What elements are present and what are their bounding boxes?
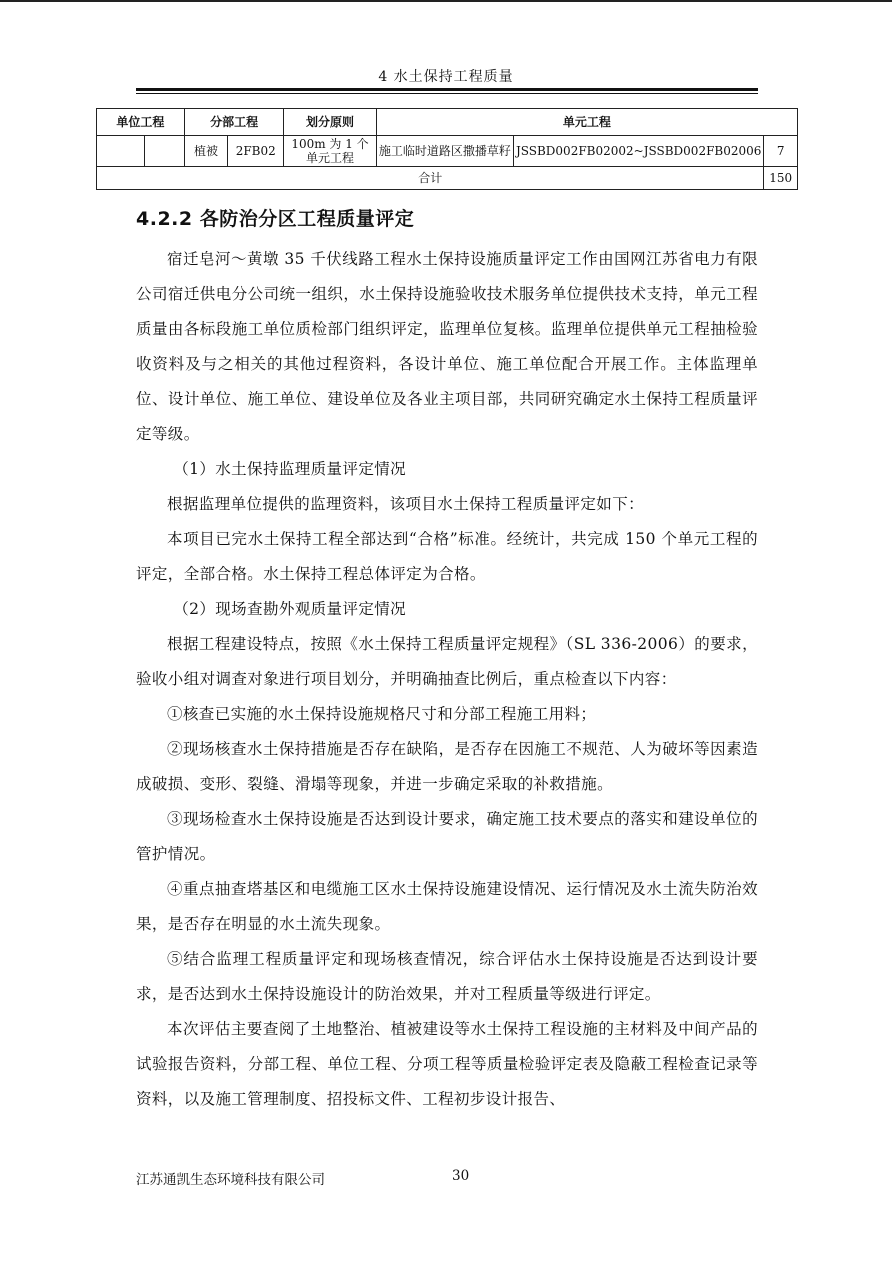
header-cell-unit-project: 单位工程 [97,109,185,136]
sub-name-cell: 植被 [184,136,227,167]
unit-name-cell [97,136,145,167]
paragraph-supervision-basis: 根据监理单位提供的监理资料，该项目水土保持工程质量评定如下： [167,495,645,513]
table-total-row [97,167,798,190]
paragraph-inspection-basis: 根据工程建设特点，按照《水土保持工程质量评定规程》（SL 336-2006）的要求，验收小组对调查对象进行项目划分，并明确抽查比例后，重点检查以下内容： [136,635,758,688]
element-code-cell: JSSBD002FB02002~JSSBD002FB02006 [513,136,763,167]
subheading-supervision: （1）水土保持监理质量评定情况 [173,460,407,478]
list-item-5: ⑤结合监理工程质量评定和现场核查情况，综合评估水土保持设施是否达到设计要求，是否达到水土保持设施设计的防治效果，并对工程质量等级进行评定。 [136,950,758,1003]
list-item-4: ④重点抽查塔基区和电缆施工区水土保持设施建设情况、运行情况及水土流失防治效果，是否存在明显的水土流失现象。 [136,880,758,933]
running-header: 4 水土保持工程质量 [378,69,514,85]
page-top-border [0,0,892,2]
header-rule-thick [136,88,758,91]
table-row [97,136,798,167]
header-cell-sub-project: 分部工程 [184,109,283,136]
table-header-row [97,109,798,136]
unit-division-table [96,108,798,190]
element-name-cell: 施工临时道路区撒播草籽 [376,136,513,167]
section-heading: 4.2.2 各防治分区工程质量评定 [136,208,415,230]
total-label-cell: 合计 [97,167,764,190]
paragraph-review: 本次评估主要查阅了土地整治、植被建设等水土保持工程设施的主材料及中间产品的试验报告资料，分部工程、单位工程、分项工程等质量检验评定表及隐蔽工程检查记录等资料，以及施工管理制度、招投标文件、工程初步设计报告、 [136,1020,758,1108]
element-count-cell: 7 [764,136,798,167]
footer-company: 江苏通凯生态环境科技有限公司 [136,1172,325,1188]
subheading-site-inspection: （2）现场查勘外观质量评定情况 [173,600,407,618]
page-number: 30 [452,1168,470,1184]
header-rule-thin [136,93,758,94]
paragraph-supervision-result: 本项目已完水土保持工程全部达到“合格”标准。经统计，共完成 150 个单元工程的评定，全部合格。水土保持工程总体评定为合格。 [136,530,758,583]
list-item-1: ①核查已实施的水土保持设施规格尺寸和分部工程施工用料； [167,705,597,723]
body-text [136,242,758,1117]
principle-cell: 100m 为 1 个单元工程 [284,136,376,167]
header-cell-principle: 划分原则 [284,109,376,136]
paragraph-intro: 宿迁皂河～黄墩 35 千伏线路工程水土保持设施质量评定工作由国网江苏省电力有限公司宿迁供电分公司统一组织，水土保持设施验收技术服务单位提供技术支持，单元工程质量由各标段施工单位质检部门组织评定，监理单位复核。监理单位提供单元工程抽检验收资料及与之相关的其他过程资料，各设计单位、施工单位配合开展工作。主体监理单位、设计单位、施工单位、建设单位及各业主项目部，共同研究确定水土保持工程质量评定等级。 [136,250,758,443]
list-item-2: ②现场核查水土保持措施是否存在缺陷，是否存在因施工不规范、人为破坏等因素造成破损、变形、裂缝、滑塌等现象，并进一步确定采取的补救措施。 [136,740,758,793]
unit-code-cell [144,136,184,167]
total-value-cell: 150 [764,167,798,190]
list-item-3: ③现场检查水土保持设施是否达到设计要求，确定施工技术要点的落实和建设单位的管护情况。 [136,810,758,863]
header-cell-element-project: 单元工程 [376,109,797,136]
sub-code-cell: 2FB02 [228,136,284,167]
